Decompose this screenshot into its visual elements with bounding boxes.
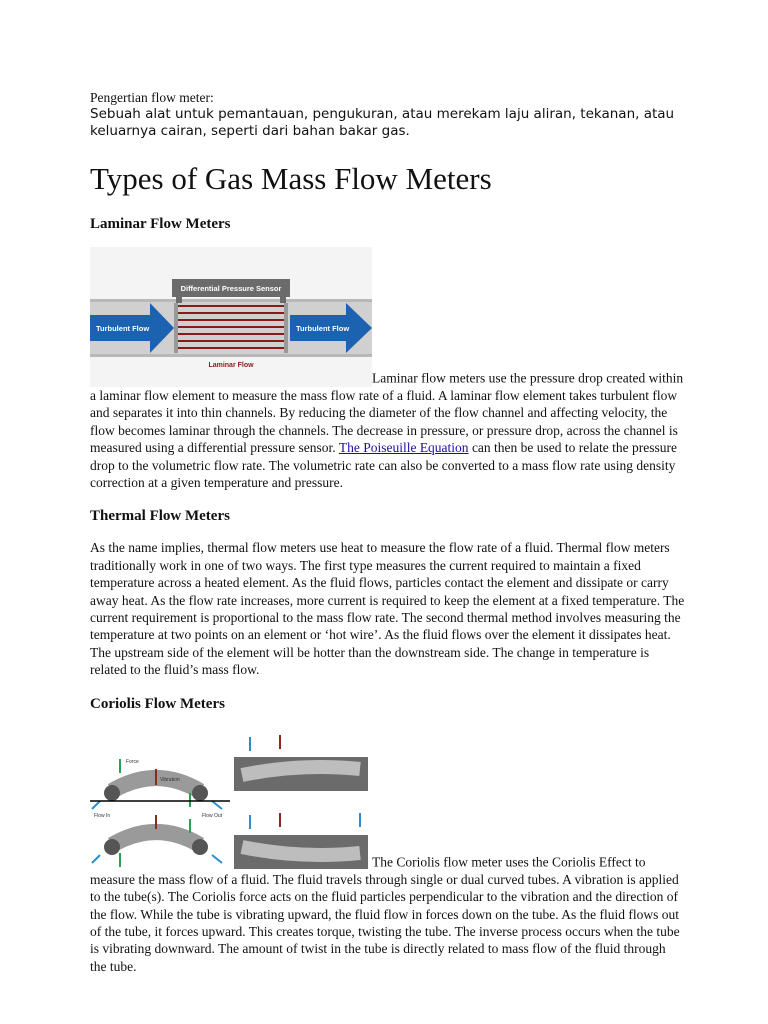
- laminar-flow-diagram: [90, 233, 372, 387]
- intro-label: Pengertian flow meter:: [90, 90, 214, 105]
- poiseuille-equation-link[interactable]: The Poiseuille Equation: [338, 440, 469, 456]
- coriolis-paragraph: [90, 713, 685, 975]
- left-flow-label: Turbulent Flow: [96, 324, 150, 333]
- right-flow-label: Turbulent Flow: [296, 324, 350, 333]
- document: [90, 90, 685, 975]
- fig-flow-out-label: Flow Out: [202, 812, 223, 819]
- page-title: Types of Gas Mass Flow Meters: [90, 161, 492, 196]
- laminar-text-cont: can then be used to relate the pressure drop to the volumetric flow rate. The volumetric rate can also be converted to a mass flow rate using density correction at a given temperature and pressure.: [90, 440, 677, 491]
- section-heading-laminar: Laminar Flow Meters: [90, 216, 231, 232]
- fig-vibration-label: Vibration: [160, 776, 180, 783]
- sensor-label: Differential Pressure Sensor: [180, 284, 282, 293]
- coriolis-flow-diagram: [90, 713, 372, 871]
- thermal-paragraph: As the name implies, thermal flow meters use heat to measure the flow rate of a fluid. Thermal flow meters traditionally work in one of two ways. The first type measures the current required to maintain a fixed temperature across a heated element. As the fluid flows, particles contact the element and dissipate or carry away heat. As the flow rate increases, more current is required to keep the element at a fixed temperature. The current requirement is proportional to the mass flow rate. The second thermal method involves measuring the temperature at two points on an element or ‘hot wire’. As the fluid flows over the element it dissipates heat. The upstream side of the element will be hotter than the downstream side. The change in temperature is related to the fluid’s mass flow.: [90, 540, 685, 678]
- laminar-paragraph: [90, 233, 685, 491]
- intro-text: Sebuah alat untuk pemantauan, pengukuran, atau merekam laju aliran, tekanan, atau keluarnya cairan, seperti dari bahan bakar gas.: [90, 106, 675, 139]
- laminar-text: Laminar flow meters use the pressure drop created within a laminar flow element to measure the mass flow rate of a fluid. A laminar flow element takes turbulent flow and separates it into thin channels. By reducing the diameter of the flow channel and affecting velocity, the flow becomes laminar through the channels. The decrease in pressure, or pressure drop, across the channel is measured using a differential pressure sensor.: [90, 370, 684, 456]
- section-heading-coriolis: Coriolis Flow Meters: [90, 695, 225, 712]
- section-heading-thermal: Thermal Flow Meters: [90, 508, 230, 525]
- fig-flow-in-label: Flow In: [94, 812, 111, 819]
- fig-force-label: Force: [126, 758, 139, 765]
- laminar-label: Laminar Flow: [208, 362, 254, 369]
- coriolis-text: The Coriolis flow meter uses the Coriolis Effect to measure the mass flow of a fluid. The fluid travels through single or dual curved tubes. A vibration is applied to the tube(s). The Coriolis force acts on the fluid particles perpendicular to the vibration and the direction of the flow. While the tube is vibrating upward, the fluid flow in forces down on the tube. As the fluid flows out of the tube, it forces upward. This creates torque, twisting the tube. The inverse process occurs when the tube is vibrating downward. The amount of twist in the tube is directly related to mass flow of the fluid through the tube.: [90, 854, 680, 974]
